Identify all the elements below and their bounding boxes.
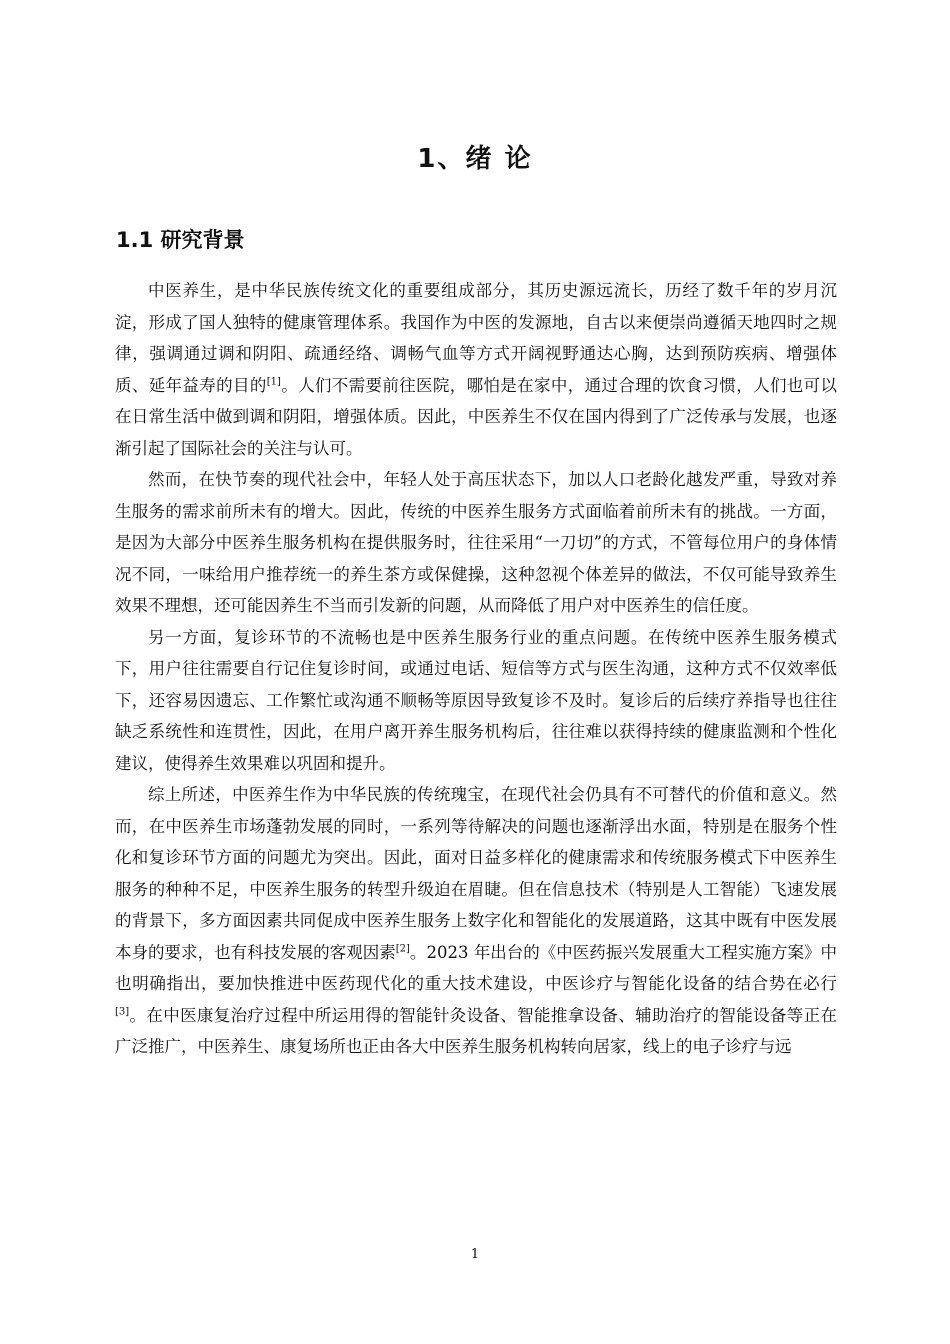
- paragraph-text: 。人们不需要前往医院，哪怕是在家中，通过合理的饮食习惯，人们也可以在日常生活中做到调和阴阳，增强体质。因此，中医养生不仅在国内得到了广泛传承与发展，也逐渐引起了国际社会的关注与认可。: [115, 375, 838, 458]
- paragraph-text: 。在中医康复治疗过程中所运用得的智能针灸设备、智能推拿设备、辅助治疗的智能设备等正在广泛推广，中医养生、康复场所也正由各大中医养生服务机构转向居家，线上的电子诊疗与远: [115, 1005, 837, 1056]
- body-paragraph: [115, 622, 837, 780]
- body-paragraph: [115, 779, 837, 1063]
- body-text: [115, 275, 837, 1063]
- paragraph-text: 然而，在快节奏的现代社会中，年轻人处于高压状态下，加以人口老龄化越发严重，导致对养生服务的需求前所未有的增大。因此，传统的中医养生服务方式面临着前所未有的挑战。一方面，是因为大部分中医养生服务机构在提供服务时，往往采用“一刀切”的方式，不管每位用户的身体情况不同，一味给用户推荐统一的养生茶方或保健操，这种忽视个体差异的做法，不仅可能导致养生效果不理想，还可能因养生不当而引发新的问题，从而降低了用户对中医养生的信任度。: [115, 470, 837, 615]
- paragraph-text: 。2023 年出台的《中医药振兴发展重大工程实施方案》中 也明确指出，要加快推进中医药现代化的重大技术建设，中医诊疗与智能化设备的结合势在必行: [115, 942, 837, 993]
- citation-ref: [3]: [115, 1006, 130, 1017]
- page-number: 1: [470, 1247, 480, 1262]
- citation-ref: [1]: [266, 376, 281, 387]
- paragraph-text: 另一方面，复诊环节的不流畅也是中医养生服务行业的重点问题。在传统中医养生服务模式下，用户往往需要自行记住复诊时间，或通过电话、短信等方式与医生沟通，这种方式不仅效率低下，还容易因遗忘、工作繁忙或沟通不顺畅等原因导致复诊不及时。复诊后的后续疗养指导也往往缺乏系统性和连贯性，因此，在用户离开养生服务机构后，往往难以获得持续的健康监测和个性化建议，使得养生效果难以巩固和提升。: [115, 627, 837, 773]
- citation-ref: [2]: [395, 943, 410, 954]
- body-paragraph: [115, 464, 837, 622]
- body-paragraph: [115, 275, 837, 464]
- chapter-title: 1、绪 论: [417, 144, 533, 174]
- paragraph-text: 综上所述，中医养生作为中华民族的传统瑰宝，在现代社会仍具有不可替代的价值和意义。然而，在中医养生市场蓬勃发展的同时，一系列等待解决的问题也逐渐浮出水面，特别是在服务个性化和复诊环节方面的问题尤为突出。因此，面对日益多样化的健康需求和传统服务模式下中医养生服务的种种不足，中医养生服务的转型升级迫在眉睫。但在信息技术（特别是人工智能）飞速发展的背景下，多方面因素共同促成中医养生服务上数字化和智能化的发展道路，这其中既有中医发展本身的要求，也有科技发展的客观因素: [115, 785, 837, 962]
- paragraph-text: 中医养生，是中华民族传统文化的重要组成部分，其历史源远流长，历经了数千年的岁月沉淀，形成了国人独特的健康管理体系。我国作为中医的发源地，自古以来便崇尚遵循天地四时之规律，强调通过调和阴阳、疏通经络、调畅气血等方式开阔视野通达心胸，达到预防疾病、增强体质、延年益寿的目的: [115, 281, 837, 395]
- section-title: 1.1 研究背景: [116, 228, 245, 252]
